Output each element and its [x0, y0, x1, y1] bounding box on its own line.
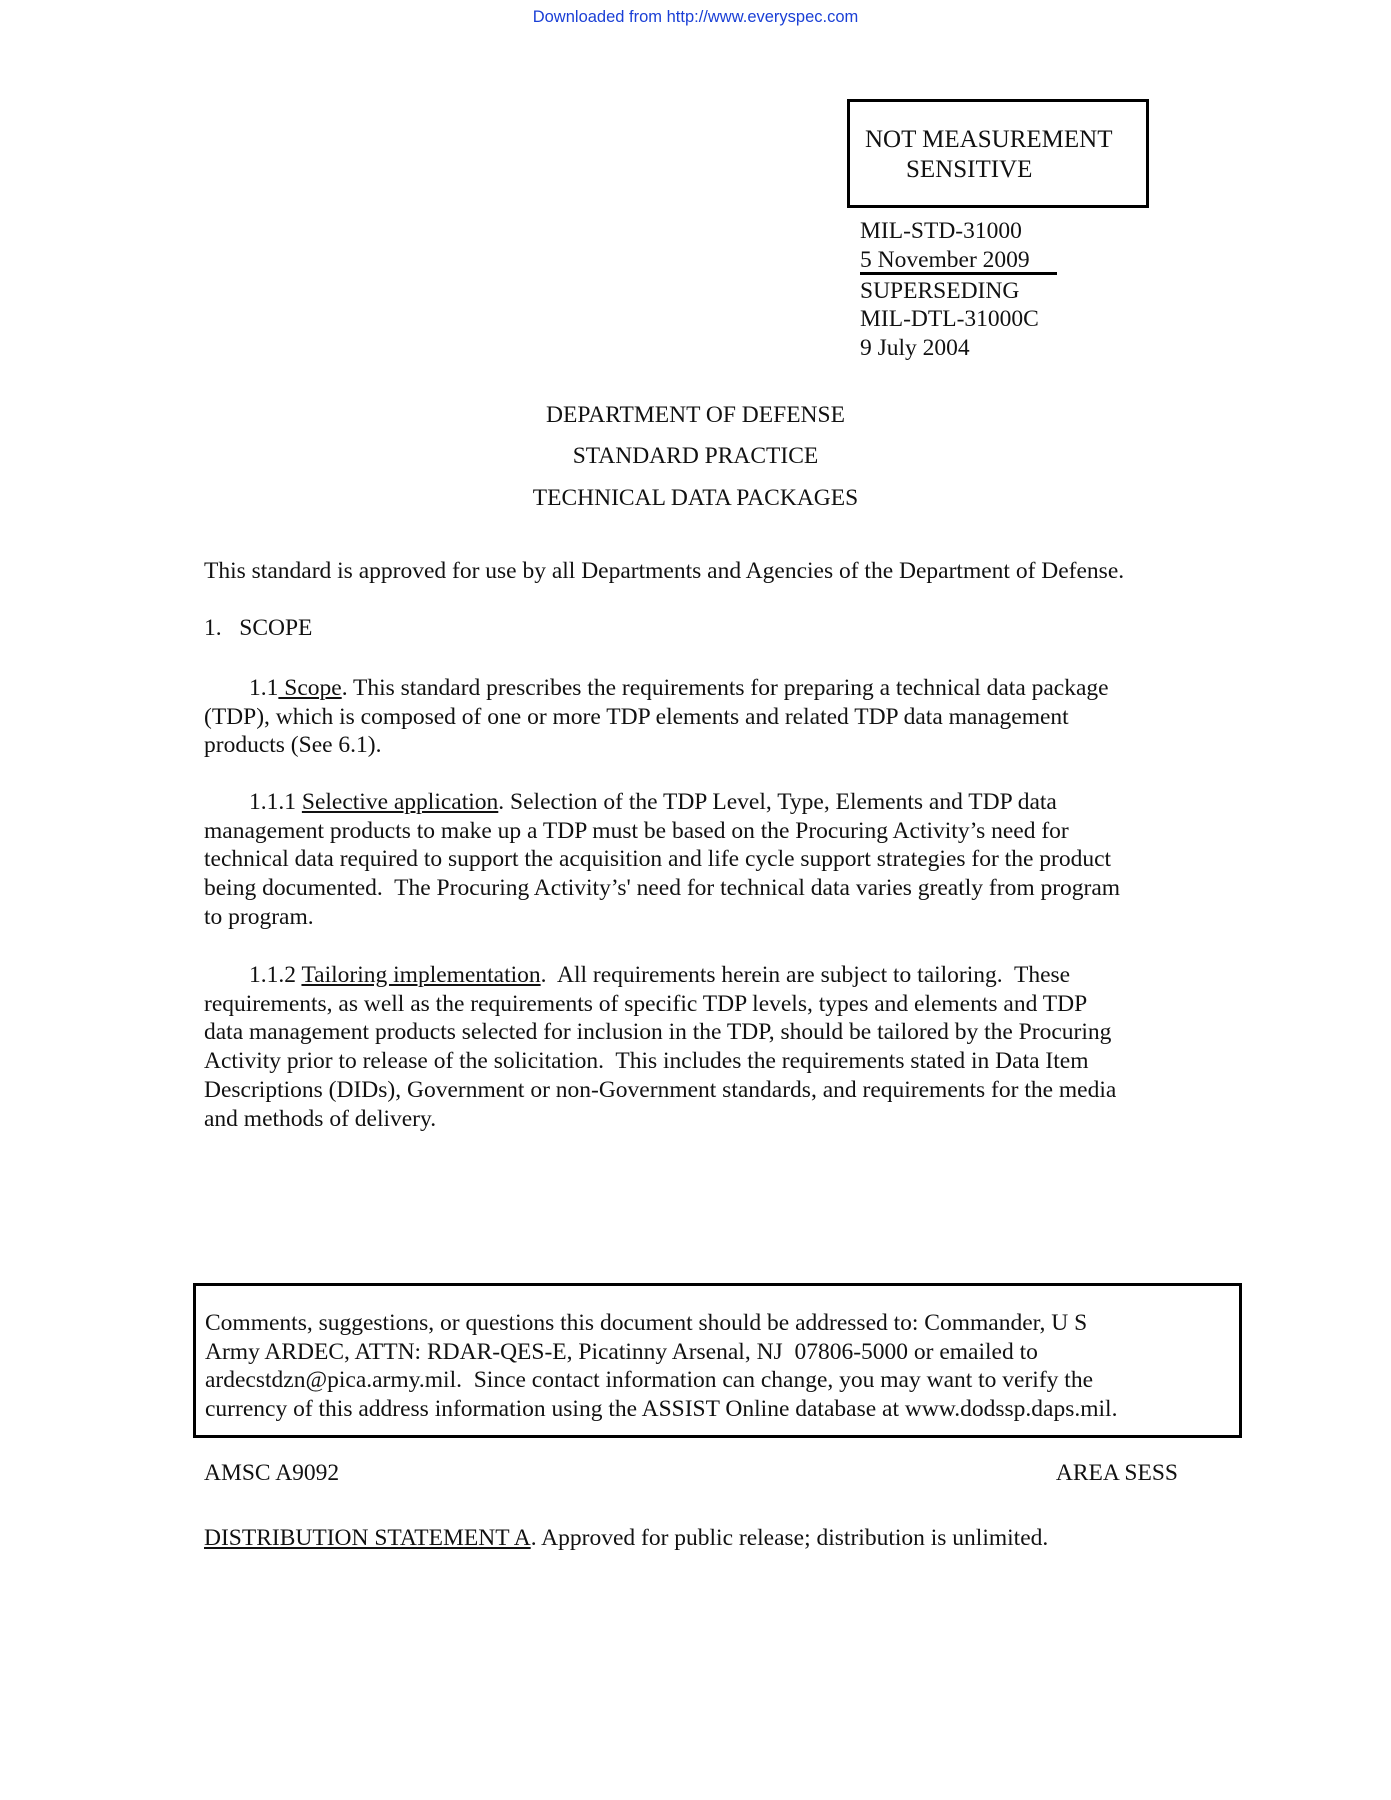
section-number: 1. — [204, 615, 222, 641]
measurement-label-line1: NOT MEASUREMENT — [865, 126, 1113, 153]
comments-line: Comments, suggestions, or questions this document should be addressed to: Commander, U S — [205, 1310, 1088, 1336]
doc-date: 5 November 2009 — [860, 248, 1057, 275]
para-heading: Selective application — [301, 789, 499, 815]
distribution-text: . Approved for public release; distribution is unlimited. — [530, 1525, 1049, 1551]
para-line: being documented. The Procuring Activity’s' need for technical data varies greatly from program — [204, 875, 1121, 902]
para-line: Descriptions (DIDs), Government or non-Government standards, and requirements for the media — [204, 1076, 1117, 1103]
para-line: management products to make up a TDP must be based on the Procuring Activity’s need for — [204, 817, 1069, 844]
distribution-statement — [204, 1525, 1304, 1552]
section-heading — [204, 615, 1204, 642]
para-line: and methods of delivery. — [204, 1105, 437, 1132]
para-line: products (See 6.1). — [204, 732, 382, 759]
superseded-date: 9 July 2004 — [860, 335, 970, 362]
para-heading: Scope — [278, 675, 342, 701]
measurement-label-line2: SENSITIVE — [906, 156, 1033, 183]
comments-line: Army ARDEC, ATTN: RDAR-QES-E, Picatinny Arsenal, NJ 07806-5000 or emailed to — [205, 1338, 1038, 1365]
comments-line: currency of this address information using the ASSIST Online database at www.dodssp.daps.mil. — [205, 1396, 1118, 1423]
para-heading: Tailoring implementation — [301, 962, 541, 988]
comments-box — [193, 1283, 1242, 1438]
para-number: 1.1.2 — [249, 962, 302, 988]
section-title: SCOPE — [239, 615, 313, 641]
para-line: requirements, as well as the requirements of specific TDP levels, types and elements and TDP — [204, 990, 1088, 1017]
para-number: 1.1 — [249, 675, 279, 701]
para-line: data management products selected for inclusion in the TDP, should be tailored by the Procuring — [204, 1019, 1112, 1046]
comments-line: ardecstdzn@pica.army.mil. Since contact information can change, you may want to verify the — [205, 1367, 1093, 1394]
title-department: DEPARTMENT OF DEFENSE — [546, 402, 845, 428]
distribution-label: DISTRIBUTION STATEMENT A — [204, 1525, 531, 1551]
para-text: . All requirements herein are subject to tailoring. These — [540, 962, 1071, 988]
paragraph-1-1-2 — [204, 961, 1204, 1133]
paragraph-1-1-1 — [204, 788, 1204, 932]
area-code: AREA SESS — [1055, 1460, 1178, 1486]
para-line: to program. — [204, 903, 314, 930]
para-line: Activity prior to release of the solicitation. This includes the requirements stated in Data Item — [204, 1048, 1089, 1075]
approval-statement: This standard is approved for use by all Departments and Agencies of the Department of Defense. — [204, 558, 1125, 584]
superseding-label: SUPERSEDING — [860, 277, 1020, 304]
para-number: 1.1.1 — [249, 789, 302, 815]
download-source-note[interactable]: Downloaded from http://www.everyspec.com — [532, 8, 859, 26]
document-identifiers — [860, 217, 1057, 363]
para-line: technical data required to support the acquisition and life cycle support strategies for the product — [204, 846, 1112, 873]
para-text: . This standard prescribes the requirements for preparing a technical data package — [341, 675, 1109, 701]
superseded-doc: MIL-DTL-31000C — [860, 306, 1039, 333]
para-line: (TDP), which is composed of one or more TDP elements and related TDP data management — [204, 703, 1069, 730]
measurement-sensitivity-box — [847, 99, 1149, 208]
amsc-number: AMSC A9092 — [204, 1460, 340, 1486]
title-standard-practice: STANDARD PRACTICE — [572, 443, 819, 469]
paragraph-1-1 — [204, 674, 1204, 760]
doc-number: MIL-STD-31000 — [860, 218, 1022, 244]
para-text: . Selection of the TDP Level, Type, Elements and TDP data — [498, 789, 1057, 815]
title-document: TECHNICAL DATA PACKAGES — [532, 485, 859, 511]
